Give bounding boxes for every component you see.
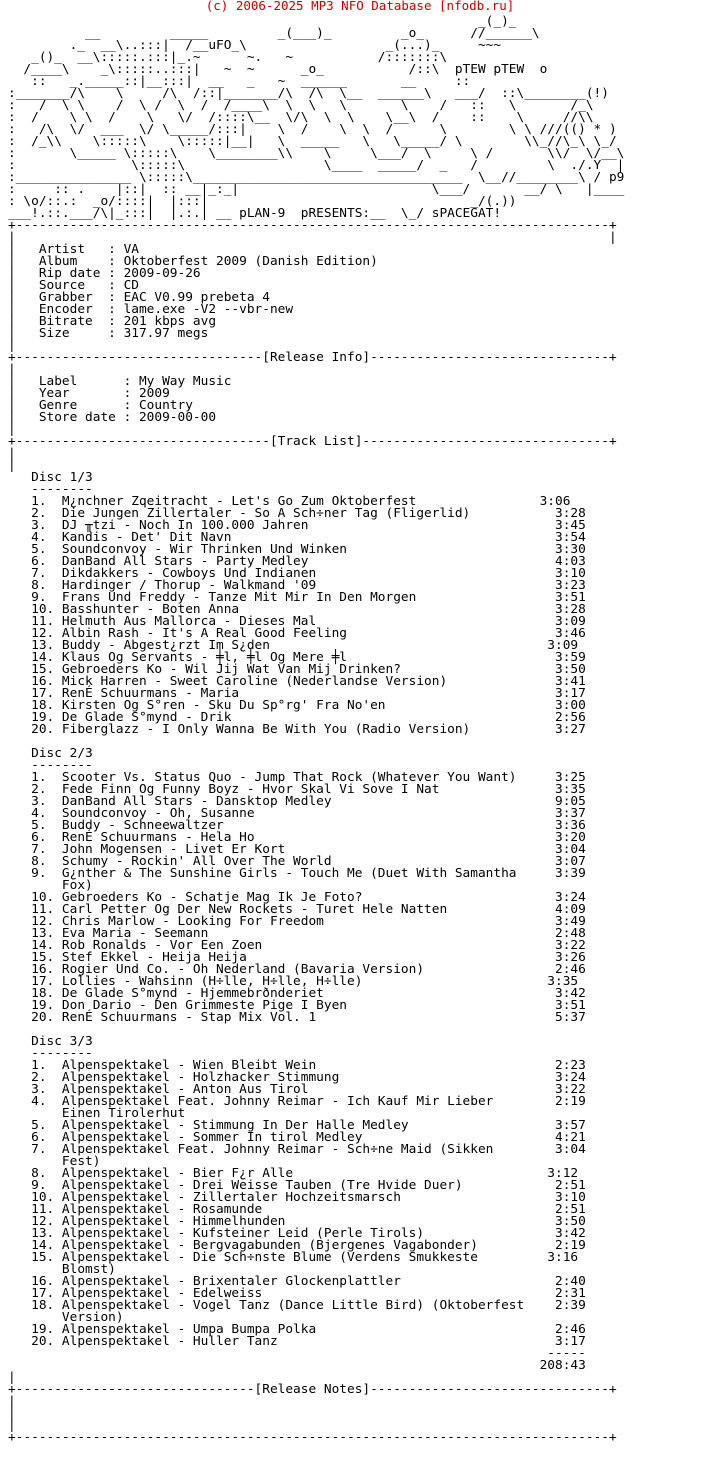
nfo-line: | — [8, 1418, 16, 1433]
nfo-line: | — [8, 458, 16, 473]
nfo-line: 3. DJ ╥tzi - Noch In 100.000 Jahren 3:45 — [8, 518, 586, 533]
nfo-line: | — [8, 338, 16, 353]
nfo-line: : /_\\ \:::::\ \:::::|__| \ _____ \ \_____/ \ \\_//\_\ \_/ — [8, 134, 617, 149]
nfo-line: | | — [8, 230, 617, 245]
nfo-line: | Grabber : EAC V0.99 prebeta 4 — [8, 290, 270, 305]
nfo-line: 12. Alpenspektakel - Himmelhunden 3:50 — [8, 1214, 586, 1229]
nfo-line: 5. Alpenspektakel - Stimmung In Der Halle Medley 3:57 — [8, 1118, 586, 1133]
nfo-line: 8. Alpenspektakel - Bier F¿r Alle 3:12 — [8, 1166, 579, 1181]
nfo-line: 3. DanBand All Stars - Dansktop Medley 9:05 — [8, 794, 586, 809]
nfo-line: 1. Scooter Vs. Status Quo - Jump That Rock (Whatever You Want) 3:25 — [8, 770, 586, 785]
nfo-line: 15. Stef Ekkel - Heija Heija 3:26 — [8, 950, 586, 965]
nfo-line: 15. Gebroeders Ko - Wil Jij Wat Van Mij Drinken? 3:50 — [8, 662, 586, 677]
nfo-line: 4. Alpenspektakel Feat. Johnny Reimar - Ich Kauf Mir Lieber 2:19 — [8, 1094, 586, 1109]
nfo-line: 20. Alpenspektakel - Huller Tanz 3:17 — [8, 1334, 586, 1349]
nfo-line: Disc 1/3 — [8, 470, 93, 485]
nfo-line: : / \ \ / \ \/ /::::\__ \/\ \ \ \__\ / :: \ //\\ — [8, 110, 594, 125]
nfo-line: | Size : 317.97 megs — [8, 326, 209, 341]
nfo-line: 16. Mick Harren - Sweet Caroline (Nederlandse Version) 3:41 — [8, 674, 586, 689]
nfo-line: 18. De Glade S°mynd - Hjemmebrðnderiet 3:42 — [8, 986, 586, 1001]
nfo-line: : \:::::\ \____ _____/ _ / \ ./.Y | — [8, 158, 625, 173]
nfo-line: 13. Eva Maria - Seemann 2:48 — [8, 926, 586, 941]
nfo-line: | Store date : 2009-00-00 — [8, 410, 217, 425]
nfo-line: -------- — [8, 482, 93, 497]
nfo-line: +-----------------------------------------------------------------------------+ — [8, 1430, 617, 1445]
nfo-line: | — [8, 422, 16, 437]
nfo-line: | — [8, 1370, 16, 1385]
nfo-line: +-----------------------------------------------------------------------------+ — [8, 218, 617, 233]
nfo-line: 18. Kirsten Og S°ren - Sku Du Sp°rg' Fra No'en 3:00 — [8, 698, 586, 713]
nfo-line: 1. M¿nchner Zqeitracht - Let's Go Zum Oktoberfest 3:06 — [8, 494, 571, 509]
nfo-line: : \o/::.: _o/::::| |:::| _/(.)) — [8, 194, 517, 209]
nfo-line: 17. Lollies - Wahsinn (H÷lle, H÷lle, H÷lle) 3:35 — [8, 974, 579, 989]
nfo-line: | Rip date : 2009-09-26 — [8, 266, 201, 281]
nfo-line: 11. Helmuth Aus Mallorca - Dieses Mal 3:09 — [8, 614, 586, 629]
nfo-line: : :: . |::| :: __|_:_| \___/ __/ \ |____ — [8, 182, 625, 197]
nfo-line: :: _._____::|__:::| __ _ ~ ______ __ :: — [8, 74, 471, 89]
nfo-text-body — [8, 16, 624, 1444]
nfo-line: | Source : CD — [8, 278, 139, 293]
nfo-line: 19. Alpenspektakel - Umpa Bumpa Polka 2:46 — [8, 1322, 586, 1337]
nfo-line: Fest) — [8, 1154, 101, 1169]
nfo-line: | — [8, 1406, 16, 1421]
nfo-line: +--------------------------------[Release Info]-------------------------------+ — [8, 350, 617, 365]
nfo-line: 20. Fiberglazz - I Only Wanna Be With You (Radio Version) 3:27 — [8, 722, 586, 737]
nfo-line: _(_)_ — [8, 14, 517, 29]
nfo-line: | — [8, 362, 16, 377]
nfo-line: 12. Albin Rash - It's A Real Good Feeling 3:46 — [8, 626, 586, 641]
nfo-line: Disc 3/3 — [8, 1034, 93, 1049]
nfo-line: +-------------------------------[Release Notes]-------------------------------+ — [8, 1382, 617, 1397]
nfodb-copyright-header: (c) 2006-2025 MP3 NFO Database [nfodb.ru] — [205, 0, 515, 13]
nfo-line: : \_____ \:::::\ \________\\ \ \___/ \ \ / \\/ \/__\ — [8, 146, 625, 161]
nfo-line: | Bitrate : 201 kbps avg — [8, 314, 217, 329]
nfo-line: -------- — [8, 758, 93, 773]
nfo-line: | — [8, 1394, 16, 1409]
nfo-line: 15. Alpenspektakel - Die Sch÷nste Blume (Verdens Smukkeste 3:16 — [8, 1250, 579, 1265]
nfo-line: 19. Don Dario - Den Grimmeste Pige I Byen 3:51 — [8, 998, 586, 1013]
nfo-line: __ _____ _(___)_ _o_ //______\ — [8, 26, 540, 41]
nfo-line: 9. G¿nther & The Sunshine Girls - Touch Me (Duet With Samantha 3:39 — [8, 866, 586, 881]
nfo-line: Disc 2/3 — [8, 746, 93, 761]
nfo-line: 14. Rob Ronalds - Vor Een Zoen 3:22 — [8, 938, 586, 953]
nfo-line: 4. Soundconvoy - Oh, Susanne 3:37 — [8, 806, 586, 821]
nfo-line: | Encoder : lame.exe -V2 --vbr-new — [8, 302, 294, 317]
nfo-line: 10. Basshunter - Boten Anna 3:28 — [8, 602, 586, 617]
nfo-line: 5. Soundconvoy - Wir Thrinken Und Winken 3:30 — [8, 542, 586, 557]
nfo-line: -------- — [8, 1046, 93, 1061]
nfo-line: 19. De Glade S°mynd - Drik 2:56 — [8, 710, 586, 725]
nfo-line: 14. Alpenspektakel - Bergvagabunden (Bjergenes Vagabonder) 2:19 — [8, 1238, 586, 1253]
nfo-line: Fox) — [8, 878, 93, 893]
nfo-line: _()_ __\:::::.:::|_.~ ~. ~ /:::::::\ — [8, 50, 448, 65]
nfo-line: 6. RenÉ Schuurmans - Hela Ho 3:20 — [8, 830, 586, 845]
nfo-line: ___!.::.___/\|_:::| |.:.| __ pLAN-9 pRESENTS:__ \_/ sPACEGAT! — [8, 206, 502, 221]
nfo-line: 8. Hardinger / Thorup - Walkmand '09 3:23 — [8, 578, 586, 593]
nfo-line: 6. DanBand All Stars - Party Medley 4:03 — [8, 554, 586, 569]
nfo-line: 9. Frans Und Freddy - Tanze Mit Mir In Den Morgen 3:51 — [8, 590, 586, 605]
nfo-line: | Genre : Country — [8, 398, 193, 413]
nfo-line: 17. Alpenspektakel - Edelweiss 2:31 — [8, 1286, 586, 1301]
nfo-line: | Album : Oktoberfest 2009 (Danish Edition) — [8, 254, 378, 269]
nfo-line: 7. Dikdakkers - Cowboys Und Indianen 3:10 — [8, 566, 586, 581]
nfo-line: 2. Alpenspektakel - Holzhacker Stimmung 3:24 — [8, 1070, 586, 1085]
nfo-line: : /\ \/ ___ \/ \_____/:::| \ / \ \ / \ \ \ ///(() * ) — [8, 122, 617, 137]
nfo-line: ._ __\..:::| /__uFO_\ _(...)_ ~~~ — [8, 38, 502, 53]
nfo-line: | Label : My Way Music — [8, 374, 232, 389]
nfo-line: 3. Alpenspektakel - Anton Aus Tirol 3:22 — [8, 1082, 586, 1097]
nfo-line: 16. Alpenspektakel - Brixentaler Glockenplattler 2:40 — [8, 1274, 586, 1289]
nfo-line: : / \ \ / \ / \ / /____\ \ \ \ \ / :: \ /_\ — [8, 98, 594, 113]
nfo-line: Einen Tirolerhut — [8, 1106, 186, 1121]
nfo-line: 11. Carl Petter Og Der New Rockets - Turet Hele Natten 4:09 — [8, 902, 586, 917]
nfo-line: 12. Chris Marlow - Looking For Freedom 3:49 — [8, 914, 586, 929]
nfo-line: 13. Buddy - Abgest¿rzt Im S¿den 3:09 — [8, 638, 579, 653]
nfo-line: 17. RenÉ Schuurmans - Maria 3:17 — [8, 686, 586, 701]
nfo-line: 9. Alpenspektakel - Drei Weisse Tauben (Tre Hvide Duer) 2:51 — [8, 1178, 586, 1193]
nfo-line: 10. Gebroeders Ko - Schatje Mag Ik Je Foto? 3:24 — [8, 890, 586, 905]
nfo-line: ----- — [8, 1346, 586, 1361]
nfo-line: 2. Die Jungen Zillertaler - So A Sch÷ner Tag (Fligerlid) 3:28 — [8, 506, 586, 521]
nfo-line: | Artist : VA — [8, 242, 139, 257]
nfo-line: 6. Alpenspektakel - Sommer In tirol Medley 4:21 — [8, 1130, 586, 1145]
nfo-line: 208:43 — [8, 1358, 586, 1373]
nfo-line: 20. RenÉ Schuurmans - Stap Mix Vol. 1 5:37 — [8, 1010, 586, 1025]
nfo-line: 7. Alpenspektakel Feat. Johnny Reimar - Sch÷ne Maid (Sikken 3:04 — [8, 1142, 586, 1157]
nfo-line: 11. Alpenspektakel - Rosamunde 2:51 — [8, 1202, 586, 1217]
nfo-line: +---------------------------------[Track List]--------------------------------+ — [8, 434, 617, 449]
nfo-line: 1. Alpenspektakel - Wien Bleibt Wein 2:23 — [8, 1058, 586, 1073]
nfo-line: 8. Schumy - Rockin' All Over The World 3:07 — [8, 854, 586, 869]
nfo-line: 10. Alpenspektakel - Zillertaler Hochzeitsmarsch 3:10 — [8, 1190, 586, 1205]
nfo-line: 16. Rogier Und Co. - Oh Nederland (Bavaria Version) 2:46 — [8, 962, 586, 977]
nfo-line: 4. Kandis - Det' Dit Navn 3:54 — [8, 530, 586, 545]
nfo-line: | — [8, 446, 16, 461]
nfo-line: | Year : 2009 — [8, 386, 170, 401]
nfo-line: /____\ _\:::::..:::| ~ ~ _o_ /::\ pTEW pTEW o — [8, 62, 548, 77]
nfo-line: :_______/\ \ /\ /::|_______/\ /\ \__ ______\ ___/ ::\________(!) — [8, 86, 609, 101]
nfo-line: :_______________ \:::::\___________________________________ \__//________\ / p9 — [8, 170, 625, 185]
nfo-line: 14. Klaus Og Servants - ╪l, ╪l Og Mere ╪l 3:59 — [8, 650, 586, 665]
nfo-line: 13. Alpenspektakel - Kufsteiner Leid (Perle Tirols) 3:42 — [8, 1226, 586, 1241]
nfo-line: Blomst) — [8, 1262, 116, 1277]
nfo-line: 5. Buddy - Schneewaltzer 3:36 — [8, 818, 586, 833]
nfo-line: 2. Fede Finn Og Funny Boyz - Hvor Skal Vi Sove I Nat 3:35 — [8, 782, 586, 797]
nfo-line: 7. John Mogensen - Livet Er Kort 3:04 — [8, 842, 586, 857]
nfo-line: Version) — [8, 1310, 124, 1325]
nfo-line: 18. Alpenspektakel - Vogel Tanz (Dance Little Bird) (Oktoberfest 2:39 — [8, 1298, 586, 1313]
